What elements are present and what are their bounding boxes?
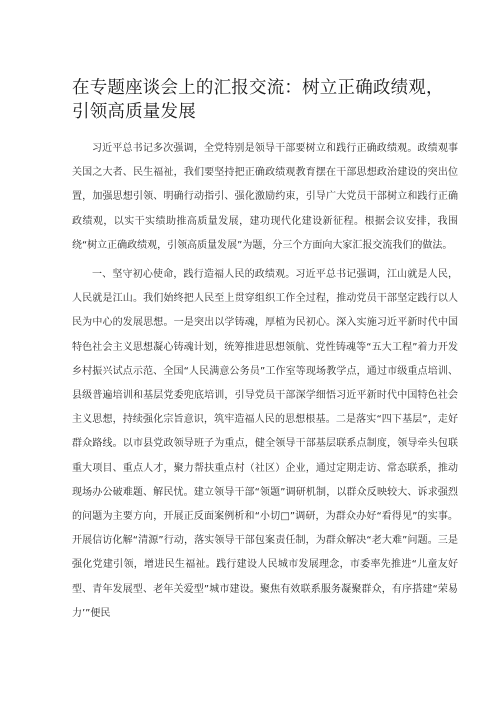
section-one-paragraph: 一、坚守初心使命，践行造福人民的政绩观。习近平总书记强调，江山就是人民，人民就是江山。我们始终把人民至上贯穿组织工作全过程，推动党员干部坚定践行以人民为中心的发展思想。一是突出以学铸魂，厚植为民初心。深入实施习近平新时代中国特色社会主义思想凝心铸魂计划，统筹推进思想领航、党性铸魂等“五大工程”着力开发乡村振兴试点示范、全国“人民满意公务员”工作室等现场教学点，通过市级重点培训、县级普遍培训和基层党委兜底培训，引导党员干部深学细悟习近平新时代中国特色社会主义思想，持续强化宗旨意识，筑牢造福人民的思想根基。二是落实“四下基层”，走好群众路线。以市县党政领导班子为重点，健全领导干部基层联系点制度，领导牵头包联重大项目、重点人才，聚力帮扶重点村（社区）企业，通过定期走访、常态联系，推动现场办公破难题、解民忧。建立领导干部“领题”调研机制，以群众反映较大、诉求强烈的问题为主要方向，开展正反面案例析和“小切□”调研，为群众办好“看得见”的实事。开展信访化解“清源”行动，落实领导干部包案责任制，为群众解决“老大难”问题。三是强化党建引领，增进民生福祉。践行建设人民城市发展理念，市委率先推进“儿童友好型、青年发展型、老年关爱型”城市建设。聚焦有效联系服务凝聚群众，有序搭建“荣易力’”便民 bbox=[72, 269, 458, 619]
document-title: 在专题座谈会上的汇报交流：树立正确政绩观，引领高质量发展 bbox=[72, 78, 444, 122]
intro-paragraph: 习近平总书记多次强调，全党特别是领导干部要树立和践行正确政绩观。政绩观事关国之大者、民生福祉，我们要坚持把正确政绩观教育摆在干部思想政治建设的突出位置，加强思想引领、明确行动指引、强化激励约束，引导广大党员干部树立和践行正确政绩观，以实干实绩助推高质量发展，建功现代化建设新征程。根据会议安排，我围绕“树立正确政绩观，引领高质量发展”为题，分三个方面向大家汇报交流我们的做法。 bbox=[72, 143, 458, 251]
